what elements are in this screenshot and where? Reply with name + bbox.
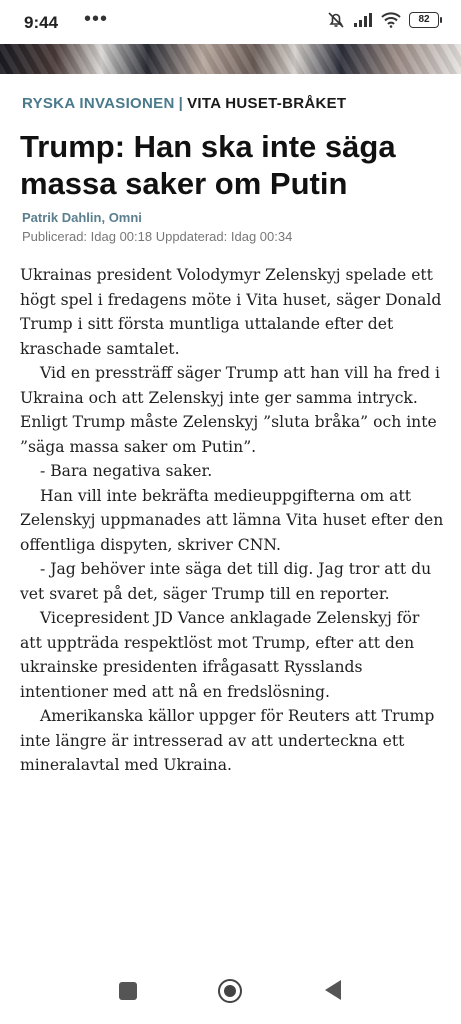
bell-muted-icon xyxy=(327,11,345,29)
article-body xyxy=(20,263,445,778)
status-icons xyxy=(327,11,439,29)
article-kicker xyxy=(22,95,346,112)
signal-icon xyxy=(353,12,373,28)
article-headline: Trump: Han ska inte säga massa saker om Putin xyxy=(20,129,396,201)
status-bar xyxy=(0,0,461,44)
battery-icon: 82 xyxy=(409,12,439,28)
body-paragraph: - Jag behöver inte säga det till dig. Jag tror att du vet svaret på det, säger Trump till en reporter. xyxy=(20,560,432,603)
back-icon[interactable] xyxy=(325,980,341,1000)
kicker-topic[interactable]: VITA HUSET-BRÅKET xyxy=(187,95,347,112)
navigation-bar xyxy=(0,962,461,1024)
notification-dots-icon: ••• xyxy=(84,8,109,30)
article-dates: Publicerad: Idag 00:18 Uppdaterad: Idag 00:34 xyxy=(22,229,293,244)
home-icon[interactable] xyxy=(218,979,242,1003)
body-paragraph: Vid en pressträff säger Trump att han vill ha fred i Ukraina och att Zelenskyj inte ger samma intryck. Enligt Trump måste Zelenskyj ”sluta bråka” och inte ”säga massa saker om Putin”. xyxy=(20,364,440,456)
body-paragraph: Amerikanska källor uppger för Reuters att Trump inte längre är intresserad av att underteckna ett mineralavtal med Ukraina. xyxy=(20,707,435,774)
body-paragraph: - Bara negativa saker. xyxy=(40,462,213,480)
kicker-separator: | xyxy=(178,95,184,112)
article-byline[interactable]: Patrik Dahlin, Omni xyxy=(22,210,142,225)
hero-image-strip xyxy=(0,44,461,74)
recent-apps-icon[interactable] xyxy=(119,982,137,1000)
wifi-icon xyxy=(381,12,401,28)
body-paragraph: Ukrainas president Volodymyr Zelenskyj spelade ett högt spel i fredagens möte i Vita huset, säger Donald Trump i sitt första muntliga uttalande efter det kraschade samtalet. xyxy=(20,266,442,358)
kicker-section[interactable]: RYSKA INVASIONEN xyxy=(22,95,175,112)
body-paragraph: Vicepresident JD Vance anklagade Zelenskyj för att uppträda respektlöst mot Trump, efter att den ukrainske presidenten ifrågasatt Rysslands intentioner med att nå en fredslösning. xyxy=(20,609,420,701)
body-paragraph: Han vill inte bekräfta medieuppgifterna om att Zelenskyj uppmanades att lämna Vita huset efter den offentliga dispyten, skriver CNN. xyxy=(20,486,444,554)
status-time: 9:44 xyxy=(24,13,59,32)
